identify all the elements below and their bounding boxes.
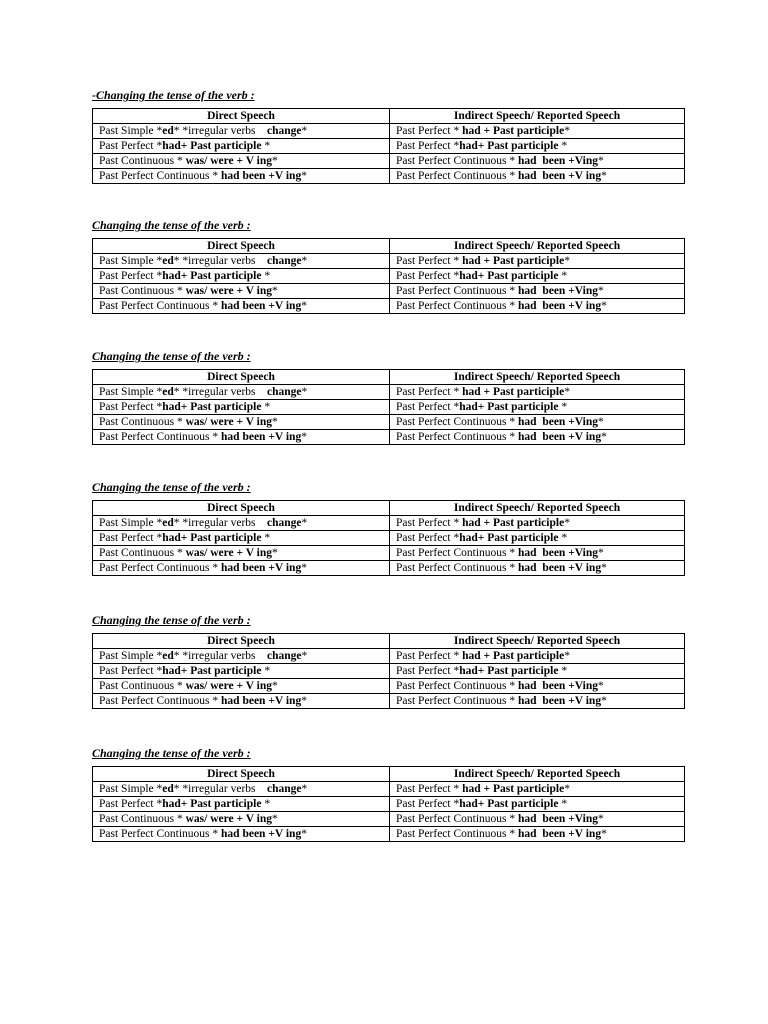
table-row [93,299,685,314]
table-row [93,400,685,415]
text-segment: Past Perfect Continuous * [396,547,519,559]
tense-section [92,348,684,443]
column-header-indirect-speech: Indirect Speech/ Reported Speech [390,370,685,385]
text-segment: Past Simple * [99,255,163,267]
table-header-row [93,239,685,254]
text-segment: Past Perfect * [396,798,460,810]
text-segment: * [564,650,570,662]
column-header-direct-speech: Direct Speech [93,634,390,649]
table-header-row [93,767,685,782]
text-segment: Past Perfect * [396,650,463,662]
direct-speech-cell [93,284,390,299]
direct-speech-cell [93,561,390,576]
bold-text-segment: change [267,386,302,398]
text-segment: * [601,431,607,443]
direct-speech-cell [93,664,390,679]
text-segment: * [301,255,308,267]
text-segment: Past Simple * [99,386,163,398]
table-row [93,694,685,709]
text-segment: Past Perfect Continuous * [396,431,519,443]
text-segment: * [564,125,570,137]
bold-text-segment: had+ Past participle [162,401,262,413]
text-segment: * [601,695,607,707]
text-segment: * *irregular verbs [173,386,268,398]
direct-speech-cell [93,269,390,284]
table-row [93,797,685,812]
column-header-direct-speech: Direct Speech [93,370,390,385]
indirect-speech-cell [390,797,685,812]
bold-text-segment: had+ Past participle [459,140,559,152]
text-segment: * [564,386,570,398]
direct-speech-cell [93,531,390,546]
section-title: Changing the tense of the verb : [92,746,251,760]
bold-text-segment: had+ Past participle [162,532,262,544]
indirect-speech-cell [390,516,685,531]
text-segment: Past Perfect * [396,125,463,137]
direct-speech-cell [93,782,390,797]
text-segment: Past Continuous * [99,285,186,297]
bold-text-segment: had+ Past participle [162,270,262,282]
table-row [93,154,685,169]
text-segment: Past Perfect Continuous * [99,300,222,312]
bold-text-segment: had+ Past participle [459,532,559,544]
text-segment: * [301,386,308,398]
tense-section [92,479,684,574]
bold-text-segment: had been +V ing [221,431,302,443]
text-segment: * [301,300,307,312]
text-segment: * [564,783,570,795]
text-segment: * [261,798,271,810]
text-segment: * [261,270,271,282]
text-segment: * *irregular verbs [173,517,268,529]
text-segment: * [261,140,271,152]
direct-speech-cell [93,430,390,445]
tense-section [92,612,684,707]
indirect-speech-cell [390,782,685,797]
bold-text-segment: change [267,650,302,662]
text-segment: * [301,517,308,529]
text-segment: * [301,431,307,443]
direct-speech-cell [93,546,390,561]
text-segment: Past Perfect Continuous * [396,285,519,297]
indirect-speech-cell [390,284,685,299]
direct-speech-cell [93,400,390,415]
direct-speech-cell [93,516,390,531]
column-header-indirect-speech: Indirect Speech/ Reported Speech [390,767,685,782]
text-segment: * [597,680,604,692]
table-row [93,385,685,400]
direct-speech-cell [93,694,390,709]
section-title: -Changing the tense of the verb : [92,88,255,102]
direct-speech-cell [93,139,390,154]
text-segment: Past Continuous * [99,680,186,692]
indirect-speech-cell [390,812,685,827]
bold-text-segment: had+ Past participle [162,140,262,152]
indirect-speech-cell [390,385,685,400]
text-segment: Past Continuous * [99,416,186,428]
tense-table [92,766,685,842]
section-title: Changing the tense of the verb : [92,613,251,627]
text-segment: Past Perfect Continuous * [396,695,519,707]
bold-text-segment: had+ Past participle [162,665,262,677]
direct-speech-cell [93,649,390,664]
text-segment: * [601,562,607,574]
text-segment: Past Perfect * [396,532,460,544]
tense-table [92,238,685,314]
text-segment: Past Perfect * [99,665,163,677]
text-segment: Past Perfect Continuous * [396,562,519,574]
text-segment: Past Simple * [99,125,163,137]
text-segment: * [558,140,568,152]
direct-speech-cell [93,385,390,400]
bold-text-segment: was/ were + V ing [185,813,273,825]
text-segment: Past Perfect * [396,401,460,413]
table-row [93,139,685,154]
indirect-speech-cell [390,254,685,269]
text-segment: * [301,828,307,840]
bold-text-segment: had been +V ing [221,300,302,312]
bold-text-segment: change [267,783,302,795]
column-header-direct-speech: Direct Speech [93,767,390,782]
bold-text-segment: was/ were + V ing [185,416,273,428]
text-segment: * [564,255,570,267]
text-segment: * *irregular verbs [173,255,268,267]
indirect-speech-cell [390,679,685,694]
text-segment: * [601,300,607,312]
bold-text-segment: had been +V ing [221,562,302,574]
text-segment: Past Perfect Continuous * [99,828,222,840]
indirect-speech-cell [390,561,685,576]
text-segment: Past Perfect * [99,798,163,810]
direct-speech-cell [93,812,390,827]
text-segment: Past Perfect Continuous * [396,680,519,692]
text-segment: Past Perfect Continuous * [99,695,222,707]
table-row [93,561,685,576]
bold-text-segment: had+ Past participle [459,798,559,810]
text-segment: Past Perfect Continuous * [396,828,519,840]
text-segment: * [272,813,278,825]
section-title: Changing the tense of the verb : [92,349,251,363]
indirect-speech-cell [390,415,685,430]
bold-text-segment: had been +Ving [518,416,598,428]
text-segment: Past Perfect * [99,270,163,282]
bold-text-segment: had been +V ing [518,170,602,182]
table-row [93,516,685,531]
tense-table [92,369,685,445]
column-header-direct-speech: Direct Speech [93,109,390,124]
table-header-row [93,370,685,385]
indirect-speech-cell [390,827,685,842]
text-segment: Past Perfect Continuous * [396,416,519,428]
table-row [93,664,685,679]
table-row [93,827,685,842]
bold-text-segment: had been +V ing [221,828,302,840]
tense-table [92,633,685,709]
table-header-row [93,634,685,649]
bold-text-segment: ed [162,783,174,795]
bold-text-segment: had+ Past participle [459,665,559,677]
text-segment: * [272,416,278,428]
bold-text-segment: had been +V ing [518,828,602,840]
table-row [93,649,685,664]
text-segment: Past Perfect Continuous * [396,170,519,182]
text-segment: * [597,547,604,559]
indirect-speech-cell [390,269,685,284]
text-segment: Past Perfect * [99,532,163,544]
bold-text-segment: change [267,255,302,267]
bold-text-segment: ed [162,517,174,529]
text-segment: Past Simple * [99,783,163,795]
column-header-indirect-speech: Indirect Speech/ Reported Speech [390,239,685,254]
bold-text-segment: was/ were + V ing [185,680,273,692]
table-row [93,812,685,827]
text-segment: * [272,680,278,692]
text-segment: * [261,401,271,413]
text-segment: Past Continuous * [99,155,186,167]
text-segment: * *irregular verbs [173,125,268,137]
indirect-speech-cell [390,400,685,415]
text-segment: * [301,650,308,662]
text-segment: * [558,401,568,413]
tense-table [92,108,685,184]
text-segment: Past Perfect Continuous * [99,431,222,443]
bold-text-segment: change [267,517,302,529]
table-row [93,169,685,184]
column-header-direct-speech: Direct Speech [93,501,390,516]
text-segment: Past Continuous * [99,547,186,559]
text-segment: Past Perfect * [99,401,163,413]
tense-section [92,745,684,840]
text-segment: * [301,783,308,795]
text-segment: * [261,665,271,677]
text-segment: Past Perfect Continuous * [396,155,519,167]
bold-text-segment: had been +Ving [518,547,598,559]
text-segment: * *irregular verbs [173,783,268,795]
text-segment: Past Perfect * [396,783,463,795]
text-segment: Past Perfect Continuous * [396,300,519,312]
text-segment: Past Simple * [99,517,163,529]
bold-text-segment: had+ Past participle [459,270,559,282]
direct-speech-cell [93,124,390,139]
text-segment: * [301,562,307,574]
direct-speech-cell [93,299,390,314]
indirect-speech-cell [390,531,685,546]
text-segment: Past Perfect * [396,140,460,152]
bold-text-segment: had been +V ing [518,431,602,443]
bold-text-segment: had been +V ing [518,300,602,312]
bold-text-segment: had+ Past participle [459,401,559,413]
text-segment: * [564,517,570,529]
indirect-speech-cell [390,169,685,184]
direct-speech-cell [93,797,390,812]
text-segment: * [558,270,568,282]
section-title: Changing the tense of the verb : [92,218,251,232]
bold-text-segment: ed [162,650,174,662]
text-segment: Past Perfect Continuous * [99,170,222,182]
bold-text-segment: had + Past participle [462,650,565,662]
bold-text-segment: had been +V ing [221,170,302,182]
bold-text-segment: had been +V ing [221,695,302,707]
text-segment: * *irregular verbs [173,650,268,662]
table-row [93,782,685,797]
text-segment: Past Perfect * [396,270,460,282]
tense-table [92,500,685,576]
tense-section [92,87,684,182]
table-row [93,430,685,445]
text-segment: * [597,416,604,428]
text-segment: * [558,665,568,677]
text-segment: * [272,547,278,559]
text-segment: * [301,695,307,707]
table-row [93,546,685,561]
table-header-row [93,109,685,124]
table-row [93,124,685,139]
text-segment: * [558,798,568,810]
column-header-indirect-speech: Indirect Speech/ Reported Speech [390,634,685,649]
text-segment: * [301,170,307,182]
column-header-indirect-speech: Indirect Speech/ Reported Speech [390,501,685,516]
table-header-row [93,501,685,516]
column-header-direct-speech: Direct Speech [93,239,390,254]
bold-text-segment: had been +V ing [518,562,602,574]
indirect-speech-cell [390,694,685,709]
bold-text-segment: had been +Ving [518,680,598,692]
text-segment: * [601,170,607,182]
text-segment: Past Perfect * [396,517,463,529]
text-segment: * [597,285,604,297]
table-row [93,284,685,299]
bold-text-segment: had + Past participle [462,125,565,137]
text-segment: Past Perfect * [396,386,463,398]
direct-speech-cell [93,415,390,430]
direct-speech-cell [93,169,390,184]
section-title: Changing the tense of the verb : [92,480,251,494]
bold-text-segment: was/ were + V ing [185,285,273,297]
text-segment: * [301,125,308,137]
bold-text-segment: ed [162,255,174,267]
text-segment: Past Perfect * [99,140,163,152]
text-segment: Past Continuous * [99,813,186,825]
table-row [93,415,685,430]
text-segment: * [261,532,271,544]
text-segment: Past Perfect * [396,255,463,267]
indirect-speech-cell [390,664,685,679]
bold-text-segment: had + Past participle [462,255,565,267]
bold-text-segment: was/ were + V ing [185,547,273,559]
bold-text-segment: was/ were + V ing [185,155,273,167]
text-segment: * [597,813,604,825]
text-segment: * [601,828,607,840]
text-segment: * [597,155,604,167]
indirect-speech-cell [390,546,685,561]
direct-speech-cell [93,254,390,269]
bold-text-segment: ed [162,386,174,398]
table-row [93,254,685,269]
text-segment: Past Perfect * [396,665,460,677]
tense-section [92,217,684,312]
indirect-speech-cell [390,299,685,314]
text-segment: * [558,532,568,544]
bold-text-segment: had been +V ing [518,695,602,707]
bold-text-segment: had been +Ving [518,813,598,825]
indirect-speech-cell [390,139,685,154]
indirect-speech-cell [390,154,685,169]
bold-text-segment: had been +Ving [518,155,598,167]
text-segment: Past Simple * [99,650,163,662]
indirect-speech-cell [390,430,685,445]
bold-text-segment: ed [162,125,174,137]
direct-speech-cell [93,827,390,842]
text-segment: * [272,285,278,297]
indirect-speech-cell [390,124,685,139]
bold-text-segment: change [267,125,302,137]
bold-text-segment: had been +Ving [518,285,598,297]
indirect-speech-cell [390,649,685,664]
bold-text-segment: had + Past participle [462,386,565,398]
table-row [93,531,685,546]
column-header-indirect-speech: Indirect Speech/ Reported Speech [390,109,685,124]
text-segment: Past Perfect Continuous * [396,813,519,825]
direct-speech-cell [93,679,390,694]
bold-text-segment: had+ Past participle [162,798,262,810]
direct-speech-cell [93,154,390,169]
bold-text-segment: had + Past participle [462,783,565,795]
table-row [93,269,685,284]
bold-text-segment: had + Past participle [462,517,565,529]
text-segment: Past Perfect Continuous * [99,562,222,574]
table-row [93,679,685,694]
text-segment: * [272,155,278,167]
